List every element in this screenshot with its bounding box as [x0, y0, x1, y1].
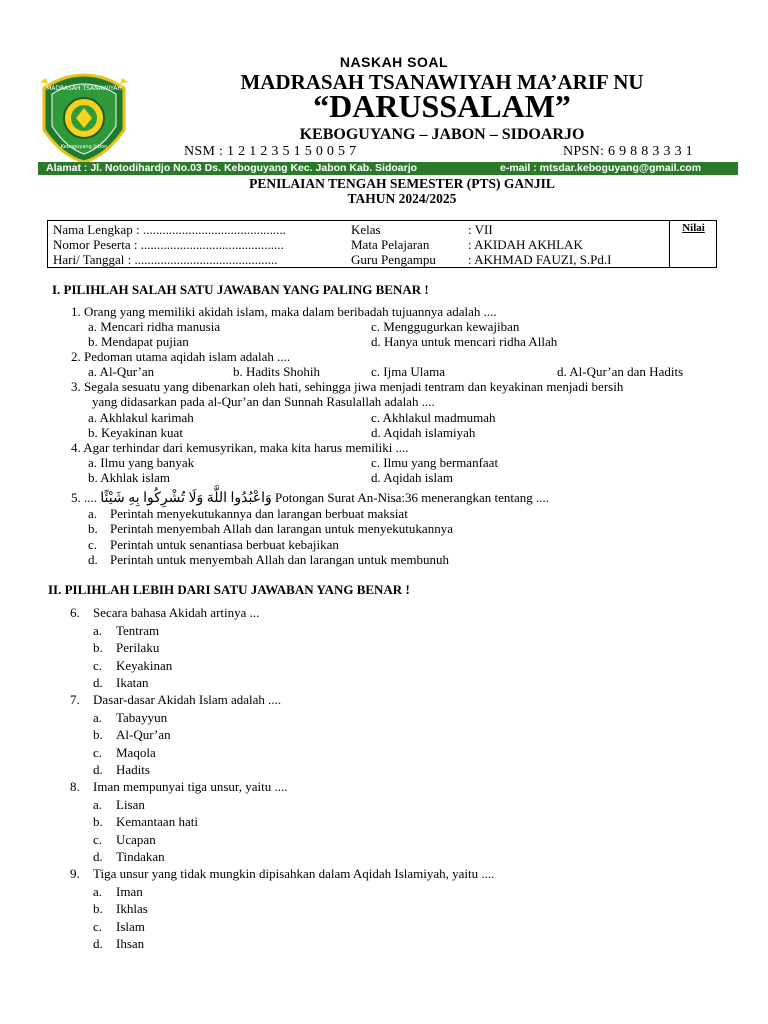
q4-option-b[interactable]: b. Akhlak islam	[88, 470, 170, 485]
kelas-label: Kelas	[351, 222, 381, 237]
mapel-label: Mata Pelajaran	[351, 237, 430, 252]
q8-option-c-letter: c.	[93, 832, 103, 847]
q8-option-a[interactable]: Lisan	[116, 797, 145, 812]
q2-option-a[interactable]: a. Al-Qur’an	[88, 364, 155, 379]
q3-option-c[interactable]: c. Akhlakul madmumah	[371, 410, 496, 425]
question-4: 4. Agar terhindar dari kemusyrikan, maka kita harus memiliki ....	[71, 440, 409, 455]
q9-option-d[interactable]: Ihsan	[116, 936, 145, 951]
guru-value: : AKHMAD FAUZI, S.Pd.I	[468, 252, 612, 267]
q6-option-d-letter: d.	[93, 675, 103, 690]
kelas-value: : VII	[468, 222, 493, 237]
q9-option-c[interactable]: Islam	[116, 919, 145, 934]
q1-option-c[interactable]: c. Menggugurkan kewajiban	[371, 319, 520, 334]
nsm-number: NSM : 1 2 1 2 3 5 1 5 0 0 5 7	[184, 144, 357, 159]
q9-option-a[interactable]: Iman	[116, 884, 143, 899]
question-2: 2. Pedoman utama aqidah islam adalah ....	[71, 349, 291, 364]
question-8: Iman mempunyai tiga unsur, yaitu ....	[93, 779, 288, 794]
question-3: 3. Segala sesuatu yang dibenarkan oleh hati, sehingga jiwa menjadi tentram dan keyakinan menjadi bersih	[71, 379, 624, 394]
q4-option-a[interactable]: a. Ilmu yang banyak	[88, 455, 195, 470]
q1-option-a[interactable]: a. Mencari ridha manusia	[88, 319, 221, 334]
q7-option-a-letter: a.	[93, 710, 103, 725]
q6-option-d[interactable]: Ikatan	[116, 675, 149, 690]
question-9-number: 9.	[70, 866, 80, 881]
q6-option-b[interactable]: Perilaku	[116, 640, 160, 655]
question-3-line-2: yang didasarkan pada al-Qur’an dan Sunnah Rasulallah adalah ....	[92, 394, 435, 409]
q7-option-a[interactable]: Tabayyun	[116, 710, 168, 725]
q2-option-c[interactable]: c. Ijma Ulama	[371, 364, 445, 379]
q4-option-d[interactable]: d. Aqidah islam	[371, 470, 453, 485]
q2-option-d[interactable]: d. Al-Qur’an dan Hadits	[557, 364, 684, 379]
section-1-title: I. PILIHLAH SALAH SATU JAWABAN YANG PALING BENAR !	[52, 282, 429, 297]
q7-option-d-letter: d.	[93, 762, 103, 777]
question-7: Dasar-dasar Akidah Islam adalah ....	[93, 692, 282, 707]
q6-option-b-letter: b.	[93, 640, 103, 655]
q3-option-d[interactable]: d. Aqidah islamiyah	[371, 425, 476, 440]
guru-label: Guru Pengampu	[351, 252, 436, 267]
identity-table	[47, 220, 717, 268]
q5-option-d[interactable]: Perintah untuk menyembah Allah dan larangan untuk membunuh	[110, 552, 450, 567]
q2-option-b[interactable]: b. Hadits Shohih	[233, 364, 321, 379]
nama-lengkap-field[interactable]: Nama Lengkap : ............................................	[53, 222, 286, 237]
school-location: KEBOGUYANG – JABON – SIDOARJO	[299, 126, 585, 143]
q7-option-b-letter: b.	[93, 727, 103, 742]
q6-option-a[interactable]: Tentram	[116, 623, 160, 638]
q5-option-a-letter: a.	[88, 506, 98, 521]
question-6-number: 6.	[70, 605, 80, 620]
nomor-peserta-field[interactable]: Nomor Peserta : ............................................	[53, 237, 284, 252]
q7-option-c[interactable]: Maqola	[116, 745, 156, 760]
q7-option-b[interactable]: Al-Qur’an	[116, 727, 171, 742]
q4-option-c[interactable]: c. Ilmu yang bermanfaat	[371, 455, 499, 470]
question-8-number: 8.	[70, 779, 80, 794]
question-6: Secara bahasa Akidah artinya ...	[93, 605, 260, 620]
question-1: 1. Orang yang memiliki akidah islam, maka dalam beribadah tujuannya adalah ....	[71, 304, 497, 319]
naskah-soal-title: NASKAH SOAL	[339, 54, 449, 70]
q8-option-b-letter: b.	[93, 814, 103, 829]
q5-suffix: Potongan Surat An-Nisa:36 menerangkan tentang ....	[275, 490, 550, 505]
question-5	[71, 490, 549, 507]
q5-option-b-letter: b.	[88, 521, 98, 536]
nilai-label: Nilai	[682, 222, 705, 234]
nilai-box[interactable]	[669, 221, 717, 267]
q1-option-b[interactable]: b. Mendapat pujian	[88, 334, 189, 349]
question-9: Tiga unsur yang tidak mungkin dipisahkan dalam Aqidah Islamiyah, yaitu ....	[93, 866, 495, 881]
q3-option-a[interactable]: a. Akhlakul karimah	[88, 410, 194, 425]
q8-option-d[interactable]: Tindakan	[116, 849, 165, 864]
school-name: “DARUSSALAM”	[313, 88, 571, 124]
question-7-number: 7.	[70, 692, 80, 707]
madrasah-name: MADRASAH TSANAWIYAH MA’ARIF NU	[240, 70, 644, 94]
q8-option-a-letter: a.	[93, 797, 103, 812]
q1-option-d[interactable]: d. Hanya untuk mencari ridha Allah	[371, 334, 558, 349]
q6-option-a-letter: a.	[93, 623, 103, 638]
logo-text-bottom: Keboguyang Jabon	[60, 144, 108, 150]
q5-option-d-letter: d.	[88, 552, 98, 567]
q8-option-c[interactable]: Ucapan	[116, 832, 156, 847]
q8-option-d-letter: d.	[93, 849, 103, 864]
address-text: Alamat : Jl. Notodihardjo No.03 Ds. Keboguyang Kec. Jabon Kab. Sidoarjo	[46, 162, 418, 174]
address-bar	[38, 162, 738, 175]
logo-text-top: MADRASAH TSANAWIYAH	[46, 85, 122, 92]
q9-option-a-letter: a.	[93, 884, 103, 899]
q3-option-b[interactable]: b. Keyakinan kuat	[88, 425, 183, 440]
q9-option-c-letter: c.	[93, 919, 103, 934]
q6-option-c[interactable]: Keyakinan	[116, 658, 173, 673]
q5-option-a[interactable]: Perintah menyekutukannya dan larangan berbuat maksiat	[110, 506, 408, 521]
q7-option-d[interactable]: Hadits	[116, 762, 150, 777]
q6-option-c-letter: c.	[93, 658, 103, 673]
q8-option-b[interactable]: Kemantaan hati	[116, 814, 198, 829]
section-2-title: II. PILIHLAH LEBIH DARI SATU JAWABAN YANG BENAR !	[48, 582, 410, 597]
q9-option-d-letter: d.	[93, 936, 103, 951]
q5-option-b[interactable]: Perintah menyembah Allah dan larangan untuk menyekutukannya	[110, 521, 453, 536]
q5-prefix: 5. ....	[71, 490, 97, 505]
mapel-value: : AKIDAH AKHLAK	[468, 237, 583, 252]
q7-option-c-letter: c.	[93, 745, 103, 760]
q9-option-b-letter: b.	[93, 901, 103, 916]
exam-title: PENILAIAN TENGAH SEMESTER (PTS) GANJIL	[249, 176, 555, 191]
hari-tanggal-field[interactable]: Hari/ Tanggal : ............................................	[53, 252, 278, 267]
q9-option-b[interactable]: Ikhlas	[116, 901, 148, 916]
q5-arabic-verse: وَاعْبُدُوا اللَّهَ وَلَا تُشْرِكُوا بِهِ شَيْئًا	[100, 491, 272, 506]
q5-option-c-letter: c.	[88, 537, 98, 552]
npsn-number: NPSN: 6 9 8 8 3 3 3 1	[563, 144, 693, 159]
email-text: e-mail : mtsdar.keboguyang@gmail.com	[500, 162, 702, 174]
exam-year: TAHUN 2024/2025	[347, 191, 457, 206]
q5-option-c[interactable]: Perintah untuk senantiasa berbuat kebajikan	[110, 537, 339, 552]
